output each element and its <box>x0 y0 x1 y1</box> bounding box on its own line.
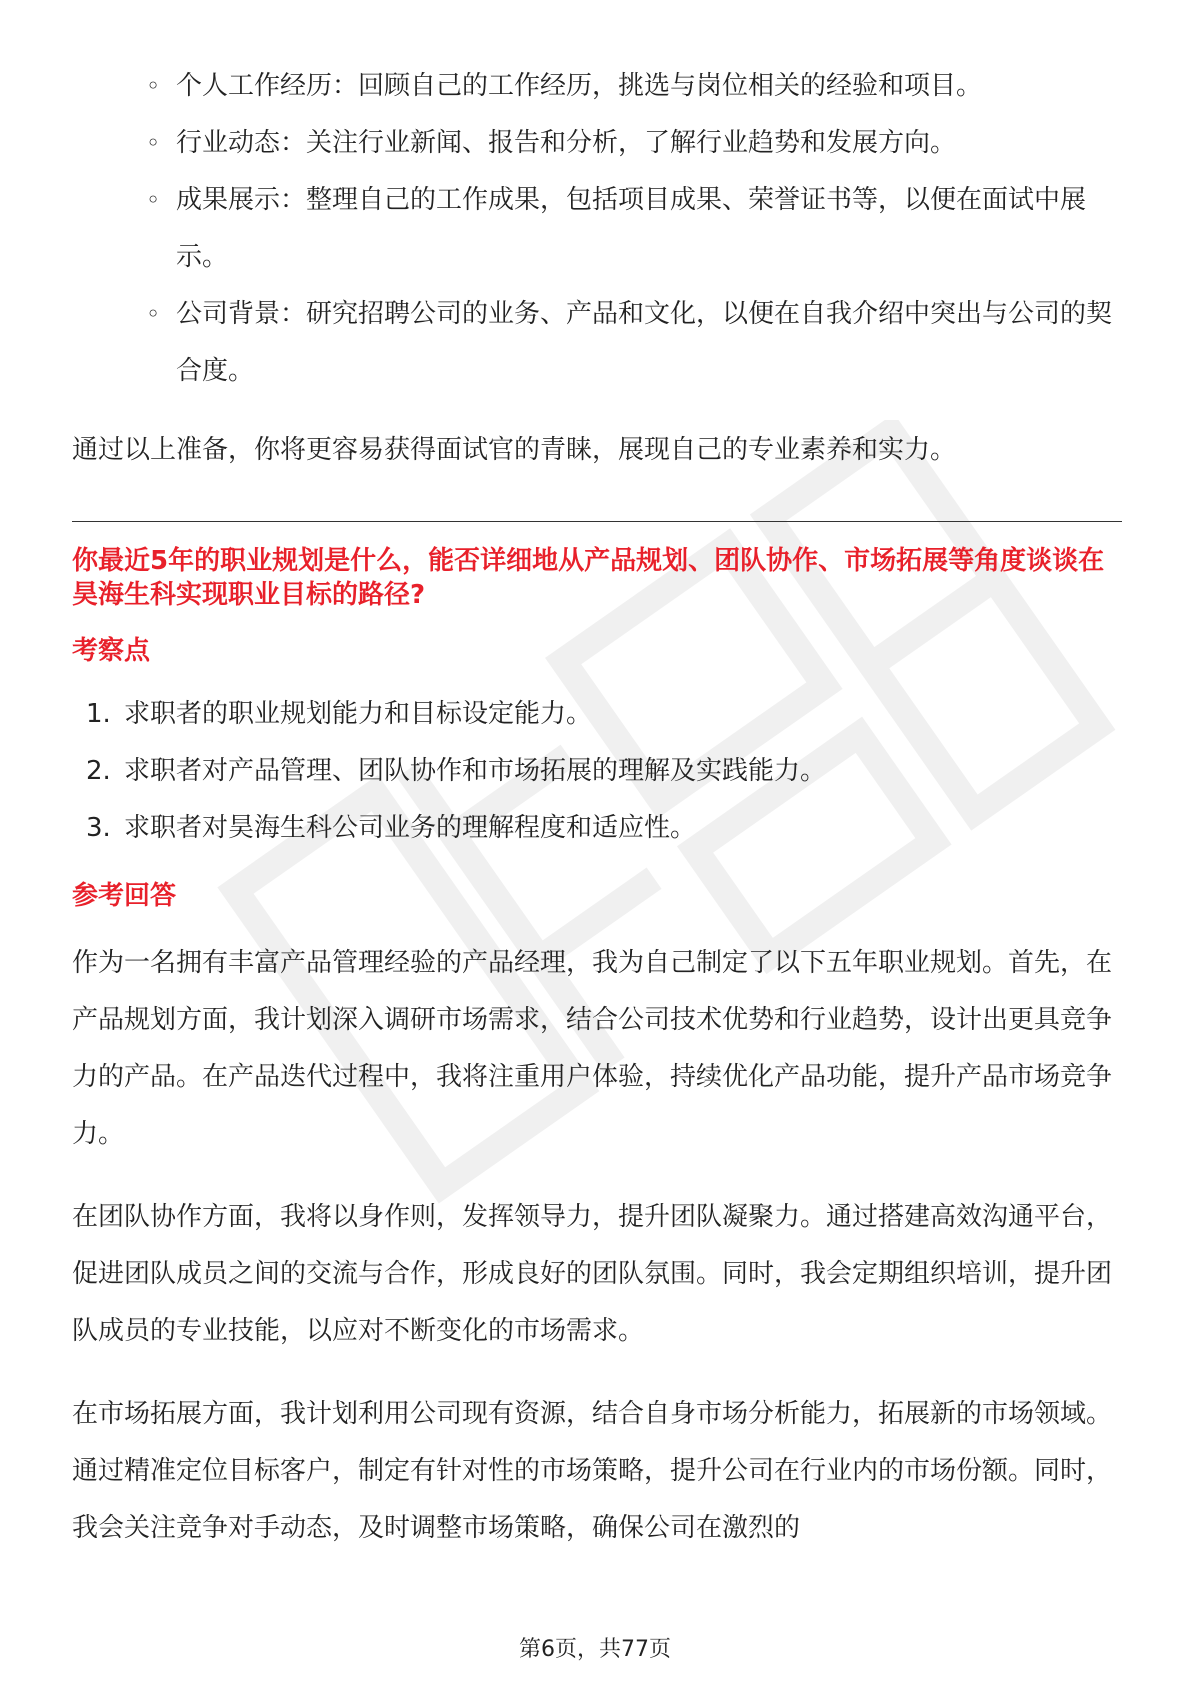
exam-points-title: 考察点 <box>72 636 151 666</box>
bullet-marker: ◦ <box>146 72 161 100</box>
bullet-marker: ◦ <box>146 300 161 328</box>
answer-paragraph: 作为一名拥有丰富产品管理经验的产品经理，我为自己制定了以下五年职业规划。首先，在产品规划方面，我计划深入调研市场需求，结合公司技术优势和行业趋势，设计出更具竞争力的产品。在产品迭代过程中，我将注重用户体验，持续优化产品功能，提升产品市场竞争力。 <box>72 948 1113 1149</box>
bullet-marker: ◦ <box>146 186 161 214</box>
item-number: 3. <box>86 813 111 843</box>
answer-paragraph: 在团队协作方面，我将以身作则，发挥领导力，提升团队凝聚力。通过搭建高效沟通平台，促进团队成员之间的交流与合作，形成良好的团队氛围。同时，我会定期组织培训，提升团队成员的专业技能，以应对不断变化的市场需求。 <box>72 1202 1113 1346</box>
list-item: ◦ 公司背景：研究招聘公司的业务、产品和文化，以便在自我介绍中突出与公司的契合度。 <box>146 286 1122 400</box>
section-divider <box>72 521 1122 522</box>
list-item: 3. 求职者对昊海生科公司业务的理解程度和适应性。 <box>86 800 1122 857</box>
list-item: ◦ 个人工作经历：回顾自己的工作经历，挑选与岗位相关的经验和项目。 <box>146 58 1122 115</box>
answer-title: 参考回答 <box>72 881 177 911</box>
exam-points-list <box>72 686 1122 857</box>
list-item: ◦ 成果展示：整理自己的工作成果，包括项目成果、荣誉证书等，以便在面试中展示。 <box>146 172 1122 286</box>
item-number: 1. <box>86 699 111 729</box>
list-item: 1. 求职者的职业规划能力和目标设定能力。 <box>86 686 1122 743</box>
summary-paragraph: 通过以上准备，你将更容易获得面试官的青睐，展现自己的专业素养和实力。 <box>72 435 957 465</box>
answer-paragraph: 在市场拓展方面，我计划利用公司现有资源，结合自身市场分析能力，拓展新的市场领域。通过精准定位目标客户，制定有针对性的市场策略，提升公司在行业内的市场份额。同时，我会关注竞争对手动态，及时调整市场策略，确保公司在激烈的 <box>72 1399 1113 1543</box>
list-item: ◦ 行业动态：关注行业新闻、报告和分析，了解行业趋势和发展方向。 <box>146 115 1122 172</box>
list-item: 2. 求职者对产品管理、团队协作和市场拓展的理解及实践能力。 <box>86 743 1122 800</box>
page-content <box>72 58 1122 1557</box>
page-footer: 第6页，共77页 <box>519 1637 671 1662</box>
bullet-marker: ◦ <box>146 129 161 157</box>
prep-bullet-list <box>72 58 1122 400</box>
interview-question: 你最近5年的职业规划是什么，能否详细地从产品规划、团队协作、市场拓展等角度谈谈在昊海生科实现职业目标的路径? <box>72 546 1105 610</box>
item-number: 2. <box>86 756 111 786</box>
